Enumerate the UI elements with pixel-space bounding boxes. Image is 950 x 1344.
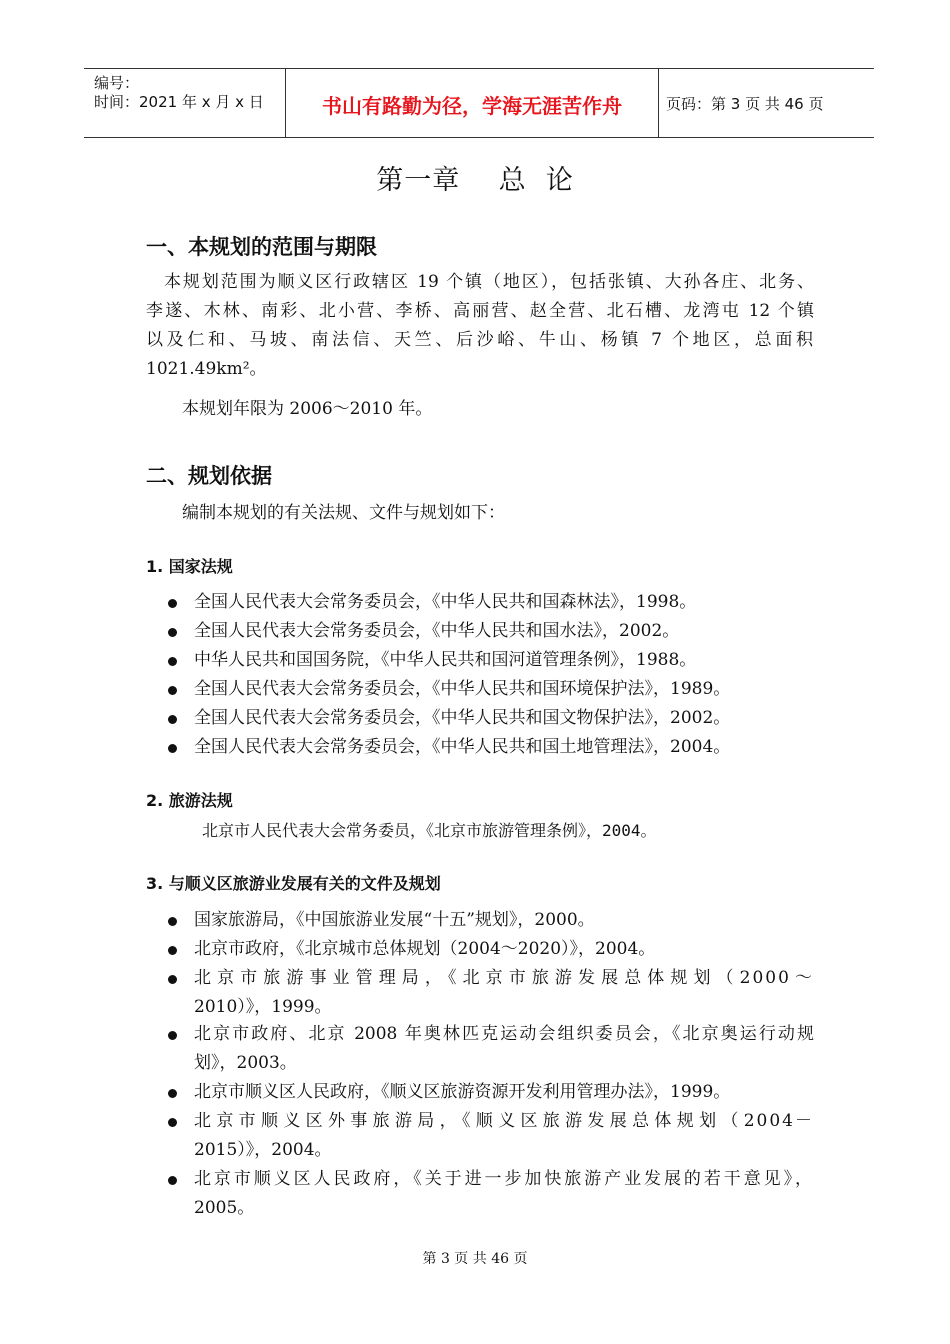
sub2-text: 北京市人民代表大会常务委员，《北京市旅游管理条例》，2004。	[202, 821, 657, 840]
number-label: 编号：	[94, 74, 140, 92]
page-info: 页码：第 3 页 共 46 页	[666, 95, 824, 113]
page-footer: 第 3 页 共 46 页	[422, 1251, 528, 1267]
section1-heading: 一、本规划的范围与期限	[146, 235, 377, 259]
section2-heading: 二、规划依据	[146, 464, 272, 488]
header-table	[84, 68, 874, 138]
sub2-heading: 2. 旅游法规	[146, 791, 233, 810]
section2-intro: 编制本规划的有关法规、文件与规划如下：	[182, 503, 505, 523]
sub3-heading: 3. 与顺义区旅游业发展有关的文件及规划	[146, 874, 441, 893]
sub1-heading: 1. 国家法规	[146, 557, 233, 576]
section1-para2: 本规划年限为 2006～2010 年。	[182, 399, 433, 419]
section1-para1-line3: 以及仁和、马坡、南法信、天竺、后沙峪、牛山、杨镇 7 个地区，总面积	[146, 330, 814, 350]
section1-para1-line1: 本规划范围为顺义区行政辖区 19 个镇（地区），包括张镇、大孙各庄、北务、	[164, 272, 814, 292]
time-label: 时间：2021 年 x 月 x 日	[94, 93, 264, 111]
chapter-title: 第一章 总 论	[376, 165, 574, 196]
header-motto-cell	[285, 69, 659, 137]
header-page-cell	[658, 69, 874, 137]
header-meta-cell	[84, 69, 284, 137]
section1-para1-line2: 李遂、木林、南彩、北小营、李桥、高丽营、赵全营、北石槽、龙湾屯 12 个镇	[146, 301, 814, 321]
motto: 书山有路勤为径，学海无涯苦作舟	[322, 94, 622, 118]
section1-para1-line4: 1021.49km²。	[146, 359, 267, 379]
